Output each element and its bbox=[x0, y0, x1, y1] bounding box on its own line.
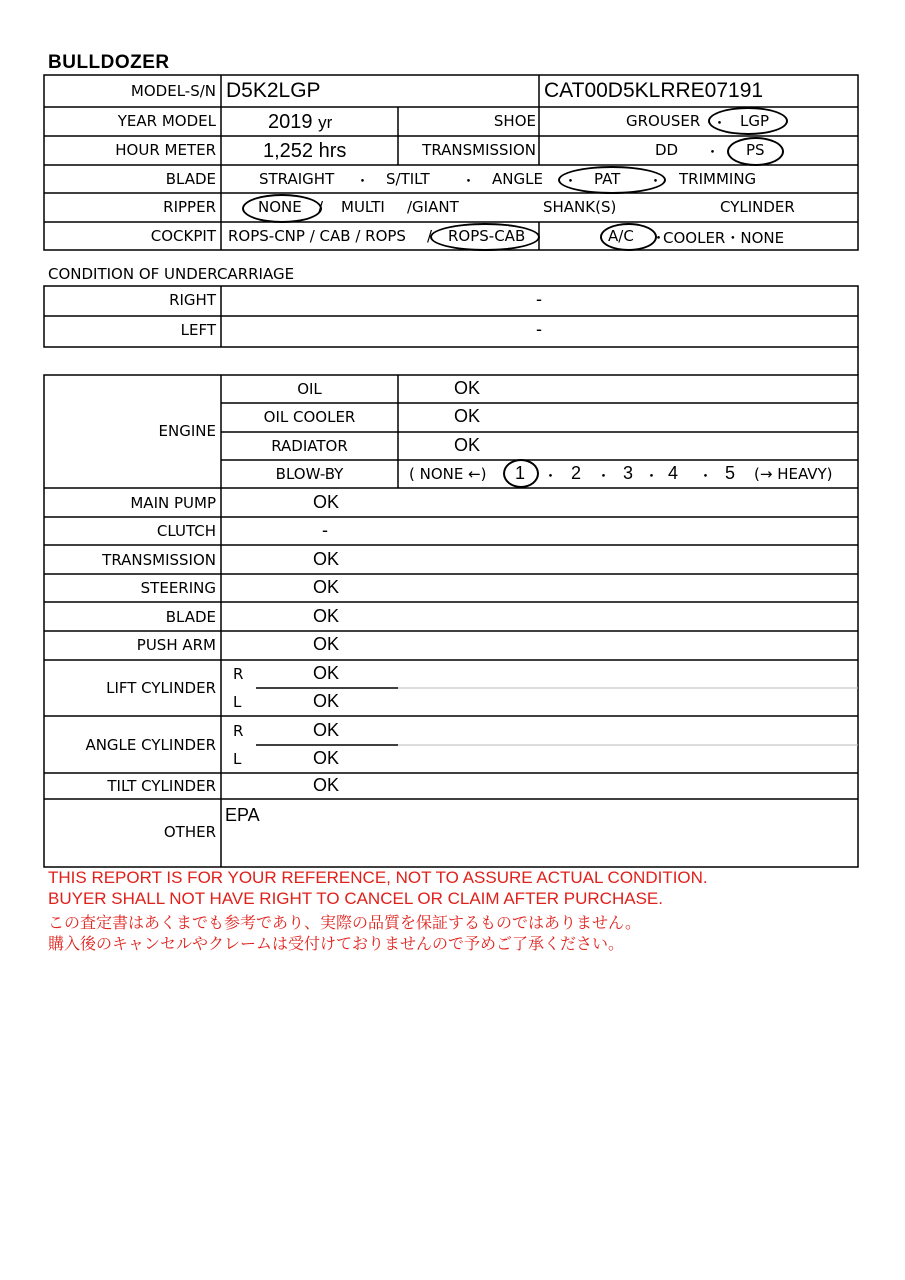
transmission-option-dd: DD bbox=[655, 141, 679, 159]
shoe-separator: ・ bbox=[712, 114, 728, 132]
cockpit-options: ROPS-CNP / CAB / ROPS bbox=[228, 227, 406, 245]
lift-l-label: L bbox=[233, 693, 242, 711]
push-arm-label: PUSH ARM bbox=[136, 636, 216, 654]
angle-l-value: OK bbox=[313, 748, 340, 768]
cockpit-option-cooler-none: COOLER・NONE bbox=[663, 229, 785, 247]
disclaimer-line-4: 購入後のキャンセルやクレームは受付けておりませんので予めご了承ください。 bbox=[48, 936, 625, 953]
disclaimer-line-2: BUYER SHALL NOT HAVE RIGHT TO CANCEL OR CLAIM AFTER PURCHASE. bbox=[48, 889, 663, 908]
blade-label: BLADE bbox=[165, 608, 216, 626]
disclaimer-line-1: THIS REPORT IS FOR YOUR REFERENCE, NOT TO ASSURE ACTUAL CONDITION. bbox=[48, 868, 708, 887]
angle-r-label: R bbox=[233, 722, 244, 740]
engine-label: ENGINE bbox=[158, 422, 216, 440]
selected-circle bbox=[242, 194, 322, 223]
hour-value: 1,252 hrs bbox=[263, 140, 347, 162]
engine-oil-value: OK bbox=[454, 378, 481, 398]
selected-circle bbox=[430, 223, 540, 251]
blowby-scale-end: (→ HEAVY) bbox=[754, 465, 833, 483]
blowby-separator: ・ bbox=[543, 467, 559, 485]
year-value: 2019 yr bbox=[268, 111, 333, 133]
clutch-value: - bbox=[322, 520, 328, 540]
engine-blowby-label: BLOW-BY bbox=[275, 465, 344, 483]
transmission-value: OK bbox=[313, 549, 340, 569]
selected-circle bbox=[708, 107, 788, 135]
push-arm-value: OK bbox=[313, 634, 340, 654]
model-label: MODEL-S/N bbox=[130, 82, 216, 100]
cockpit-separator: / bbox=[427, 227, 433, 245]
blowby-scale-start: ( NONE ←) bbox=[409, 465, 487, 483]
clutch-label: CLUTCH bbox=[156, 522, 216, 540]
document-title: BULLDOZER bbox=[48, 52, 170, 73]
undercarriage-right-label: RIGHT bbox=[169, 291, 216, 309]
ripper-cylinder-label: CYLINDER bbox=[720, 198, 795, 216]
engine-cooler-label: OIL COOLER bbox=[263, 408, 356, 426]
blade-separator: ・ bbox=[355, 172, 371, 190]
blade-value: OK bbox=[313, 606, 340, 626]
steering-value: OK bbox=[313, 577, 340, 597]
lift-r-label: R bbox=[233, 665, 244, 683]
hour-label: HOUR METER bbox=[115, 141, 216, 159]
engine-radiator-value: OK bbox=[454, 435, 481, 455]
angle-cylinder-label: ANGLE CYLINDER bbox=[85, 736, 216, 754]
model-value: D5K2LGP bbox=[226, 79, 321, 102]
main-pump-label: MAIN PUMP bbox=[130, 494, 216, 512]
ripper-separator: / bbox=[318, 198, 324, 216]
blade-separator: ・ bbox=[648, 172, 664, 190]
tilt-cylinder-label: TILT CYLINDER bbox=[107, 777, 216, 795]
selected-circle bbox=[558, 166, 666, 194]
main-pump-value: OK bbox=[313, 492, 340, 512]
serial-value: CAT00D5KLRRE07191 bbox=[544, 79, 764, 102]
steering-label: STEERING bbox=[140, 579, 216, 597]
angle-r-value: OK bbox=[313, 720, 340, 740]
undercarriage-left-value: - bbox=[536, 319, 542, 339]
blowby-level-3: 3 bbox=[623, 463, 634, 483]
blowby-separator: ・ bbox=[644, 467, 660, 485]
blowby-level-2: 2 bbox=[571, 463, 582, 483]
blowby-level-5: 5 bbox=[725, 463, 736, 483]
blade-option-stilt: S/TILT bbox=[386, 170, 430, 188]
transmission-separator: ・ bbox=[705, 143, 721, 161]
transmission-label: TRANSMISSION bbox=[102, 551, 216, 569]
tilt-cylinder-value: OK bbox=[313, 775, 340, 795]
cockpit-option-ac: A/C bbox=[608, 227, 634, 245]
engine-cooler-value: OK bbox=[454, 406, 481, 426]
blade-option-pat: PAT bbox=[594, 170, 621, 188]
ripper-shank-label: SHANK(S) bbox=[543, 198, 617, 216]
disclaimer-line-3: この査定書はあくまでも参考であり、実際の品質を保証するものではありません。 bbox=[48, 915, 641, 932]
blade-option-straight: STRAIGHT bbox=[259, 170, 335, 188]
cockpit-label: COCKPIT bbox=[150, 227, 216, 245]
lift-r-value: OK bbox=[313, 663, 340, 683]
shoe-option-lgp: LGP bbox=[740, 112, 770, 130]
blade-option-angle: ANGLE bbox=[492, 170, 543, 188]
angle-l-label: L bbox=[233, 750, 242, 768]
ripper-label: RIPPER bbox=[163, 198, 216, 216]
year-label: YEAR MODEL bbox=[117, 112, 216, 130]
blade-separator: ・ bbox=[563, 172, 579, 190]
blowby-separator: ・ bbox=[698, 467, 714, 485]
blade-option-trimming: TRIMMING bbox=[679, 170, 757, 188]
cockpit-separator: ・ bbox=[651, 229, 667, 247]
other-label: OTHER bbox=[163, 823, 216, 841]
undercarriage-right-value: - bbox=[536, 289, 542, 309]
ripper-option-none: NONE bbox=[258, 198, 302, 216]
blade-separator: ・ bbox=[461, 172, 477, 190]
ripper-option-giant: /GIANT bbox=[407, 198, 459, 216]
selected-circle bbox=[727, 137, 784, 166]
engine-radiator-label: RADIATOR bbox=[271, 437, 348, 455]
undercarriage-left-label: LEFT bbox=[180, 321, 216, 339]
lift-cylinder-label: LIFT CYLINDER bbox=[106, 679, 216, 697]
undercarriage-heading: CONDITION OF UNDERCARRIAGE bbox=[48, 265, 295, 283]
transmission-option-ps: PS bbox=[746, 141, 765, 159]
selected-circle bbox=[600, 223, 657, 251]
shoe-label: SHOE bbox=[493, 112, 536, 130]
transmission-type-label: TRANSMISSION bbox=[422, 141, 536, 159]
other-value: EPA bbox=[225, 805, 260, 825]
blowby-separator: ・ bbox=[596, 467, 612, 485]
blade-type-label: BLADE bbox=[165, 170, 216, 188]
blowby-level-4: 4 bbox=[668, 463, 679, 483]
shoe-option-grouser: GROUSER bbox=[626, 112, 701, 130]
ripper-option-multi: MULTI bbox=[341, 198, 385, 216]
cockpit-option-rops-cab: ROPS-CAB bbox=[448, 227, 526, 245]
blowby-level-1: 1 bbox=[515, 463, 526, 483]
selected-circle bbox=[503, 459, 539, 488]
engine-oil-label: OIL bbox=[297, 380, 322, 398]
lift-l-value: OK bbox=[313, 691, 340, 711]
